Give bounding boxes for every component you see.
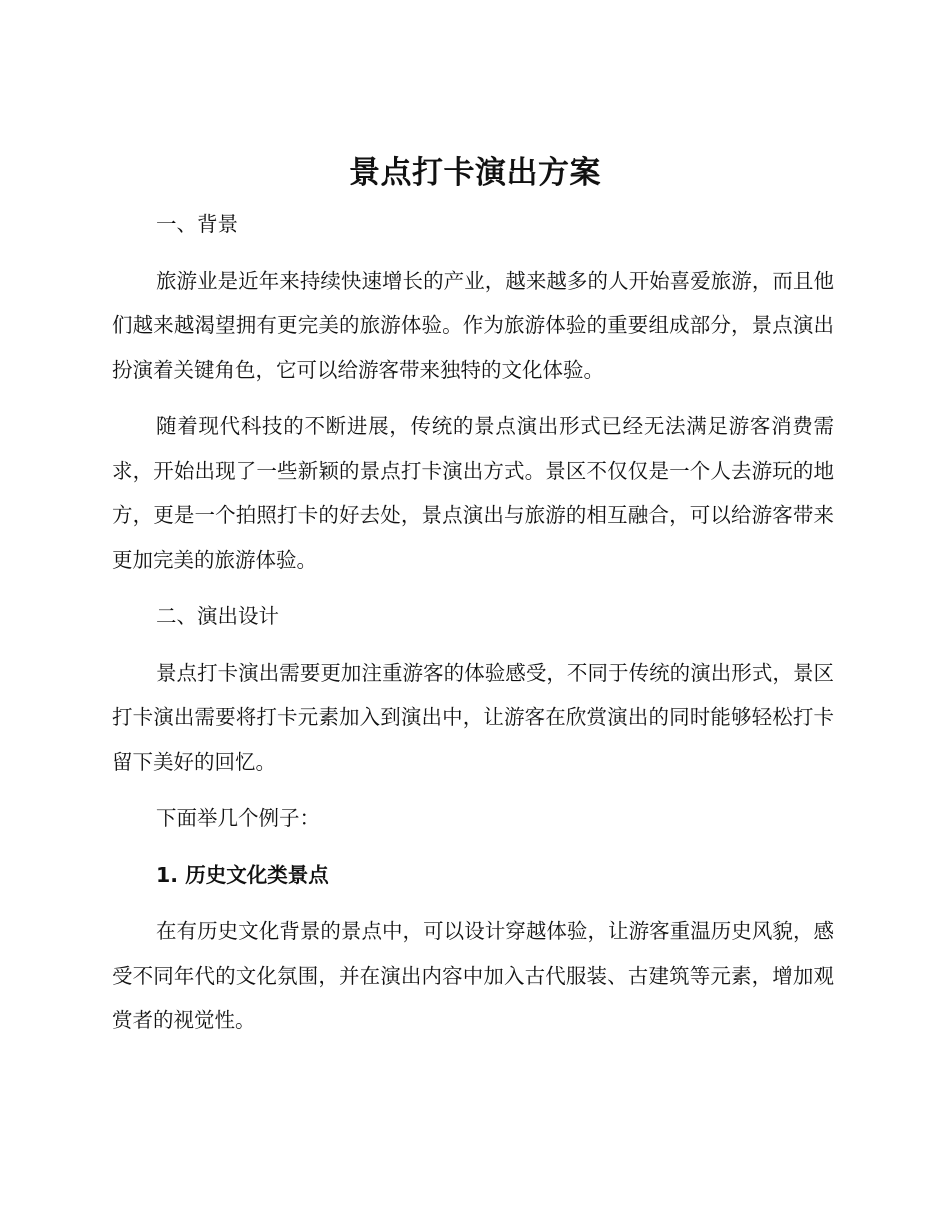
spacer — [112, 897, 834, 909]
document-body — [112, 202, 834, 1043]
section-heading-design: 二、演出设计 — [156, 604, 279, 628]
spacer — [112, 392, 834, 404]
spacer — [112, 639, 834, 651]
paragraph-background-2: 随着现代科技的不断进展，传统的景点演出形式已经无法满足游客消费需求，开始出现了一些新颖的景点打卡演出方式。景区不仅仅是一个人去游玩的地方，更是一个拍照打卡的好去处，景点演出与旅游的相互融合，可以给游客带来更加完美的旅游体验。 — [112, 414, 834, 572]
spacer — [112, 582, 834, 594]
paragraph-background-1: 旅游业是近年来持续快速增长的产业，越来越多的人开始喜爱旅游，而且他们越来越渴望拥有更完美的旅游体验。作为旅游体验的重要组成部分，景点演出扮演着关键角色，它可以给游客带来独特的文化体验。 — [112, 268, 834, 382]
subsection-heading-history: 1. 历史文化类景点 — [156, 862, 329, 887]
paragraph-history-1: 在有历史文化背景的景点中，可以设计穿越体验，让游客重温历史风貌，感受不同年代的文化氛围，并在演出内容中加入古代服装、古建筑等元素，增加观赏者的视觉性。 — [112, 919, 834, 1032]
paragraph-examples-intro: 下面举几个例子： — [156, 806, 320, 830]
spacer — [112, 841, 834, 853]
paragraph-design-1: 景点打卡演出需要更加注重游客的体验感受，不同于传统的演出形式，景区打卡演出需要将打卡元素加入到演出中，让游客在欣赏演出的同时能够轻松打卡留下美好的回忆。 — [112, 660, 834, 774]
spacer — [112, 247, 834, 259]
section-heading-background: 一、背景 — [156, 212, 238, 236]
document-title: 景点打卡演出方案 — [349, 155, 601, 191]
spacer — [112, 784, 834, 796]
